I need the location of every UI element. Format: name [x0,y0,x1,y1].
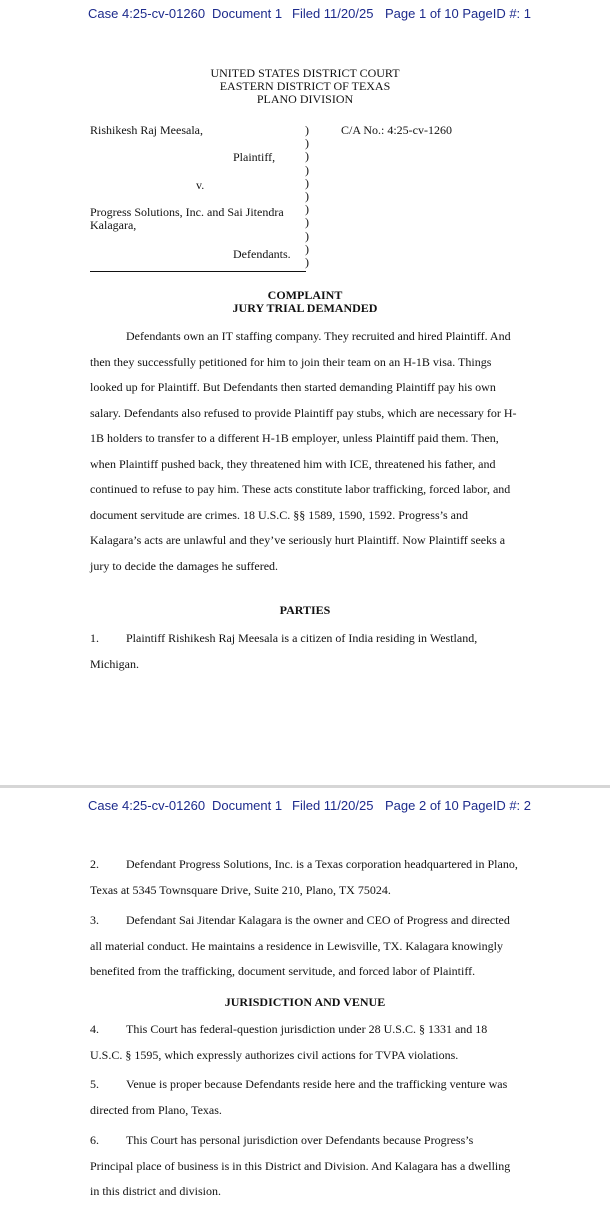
defendants-role: Defendants. [233,247,291,261]
paragraph-number: 1. [90,631,99,645]
paragraph-2 [90,852,518,903]
header-case-number: Case 4:25-cv-01260 [88,798,206,813]
header-page-id: Page 2 of 10 PageID #: 2 [385,798,531,813]
plaintiff-role: Plaintiff, [233,150,276,164]
intro-text: Defendants own an IT staffing company. They recruited and hired Plaintiff. And then they successfully petitioned for him to join their team on an H-1B visa. Things looked up for Plaintiff. But Defendants then started demanding Plaintiff pay his own salary. Defendants also refused to provide Plaintiff pay stubs, which are necessary for H-1B holders to transfer to a different H-1B employer, unless Plaintiff paid them. Then, when Plaintiff pushed back, they threatened him with ICE, threatened his father, and continued to refuse to pay him. These acts constitute labor trafficking, forced labor, and document servitude are crimes. 18 U.S.C. §§ 1589, 1590, 1592. Progress’s and Kalagara’s acts are unlawful and they’ve seriously hurt Plaintiff. Now Plaintiff seeks a jury to decide the damages he suffered. [90,329,517,573]
paragraph-5 [90,1072,518,1123]
versus: v. [196,178,205,192]
paragraph-4 [90,1017,518,1068]
header-page-id: Page 1 of 10 PageID #: 1 [385,6,531,21]
paragraph-number: 6. [90,1133,99,1147]
defendants-line-2: Kalagara, [90,218,137,232]
jury-demand-title: JURY TRIAL DEMANDED [232,301,378,315]
header-document: Document 1 [212,798,283,813]
court-district: EASTERN DISTRICT OF TEXAS [219,79,391,93]
paragraph-text: Defendant Progress Solutions, Inc. is a Texas corporation headquartered in Plano, Texas at 5345 Townsquare Drive, Suite 210, Plano, TX 75024. [90,857,518,897]
paragraph-text: Venue is proper because Defendants reside here and the trafficking venture was directed from Plano, Texas. [90,1077,508,1117]
court-division: PLANO DIVISION [256,92,354,106]
intro-paragraph [90,324,518,579]
caption-parentheses: ) ) ) ) ) ) ) ) ) ) ) [305,123,309,270]
paragraph-text: Defendant Sai Jitendar Kalagara is the owner and CEO of Progress and directed all material conduct. He maintains a residence in Lewisville, TX. Kalagara knowingly benefited from the trafficking, document servitude, and forced labor of Plaintiff. [90,913,510,978]
paragraph-3 [90,908,518,985]
plaintiff-name: Rishikesh Raj Meesala, [90,123,203,137]
paragraph-number: 2. [90,857,99,871]
court-name: UNITED STATES DISTRICT COURT [210,66,400,80]
court-heading [0,67,610,106]
header-filed-date: Filed 11/20/25 [292,6,374,21]
header-case-number: Case 4:25-cv-01260 [88,6,206,21]
parties-heading: PARTIES [279,603,331,617]
paragraph-text: Plaintiff Rishikesh Raj Meesala is a citizen of India residing in Westland, Michigan. [90,631,478,671]
caption-divider [90,271,306,272]
paragraph-text: This Court has federal-question jurisdiction under 28 U.S.C. § 1331 and 18 U.S.C. § 1595, which expressly authorizes civil actions for TVPA violations. [90,1022,488,1062]
paragraph-1 [90,626,518,677]
header-document: Document 1 [212,6,283,21]
header-filed-date: Filed 11/20/25 [292,798,374,813]
jurisdiction-heading: JURISDICTION AND VENUE [224,995,386,1009]
paragraph-text: This Court has personal jurisdiction over Defendants because Progress’s Principal place of business is in this District and Division. And Kalagara has a dwelling in this district and division. [90,1133,511,1198]
paragraph-number: 4. [90,1022,99,1036]
paragraph-number: 5. [90,1077,99,1091]
complaint-title: COMPLAINT [267,288,343,302]
paragraph-number: 3. [90,913,99,927]
defendants-line-1: Progress Solutions, Inc. and Sai Jitendra [90,205,284,219]
paragraph-6 [90,1128,518,1205]
document-page-2 [0,788,610,1200]
case-number: C/A No.: 4:25-cv-1260 [341,123,452,137]
